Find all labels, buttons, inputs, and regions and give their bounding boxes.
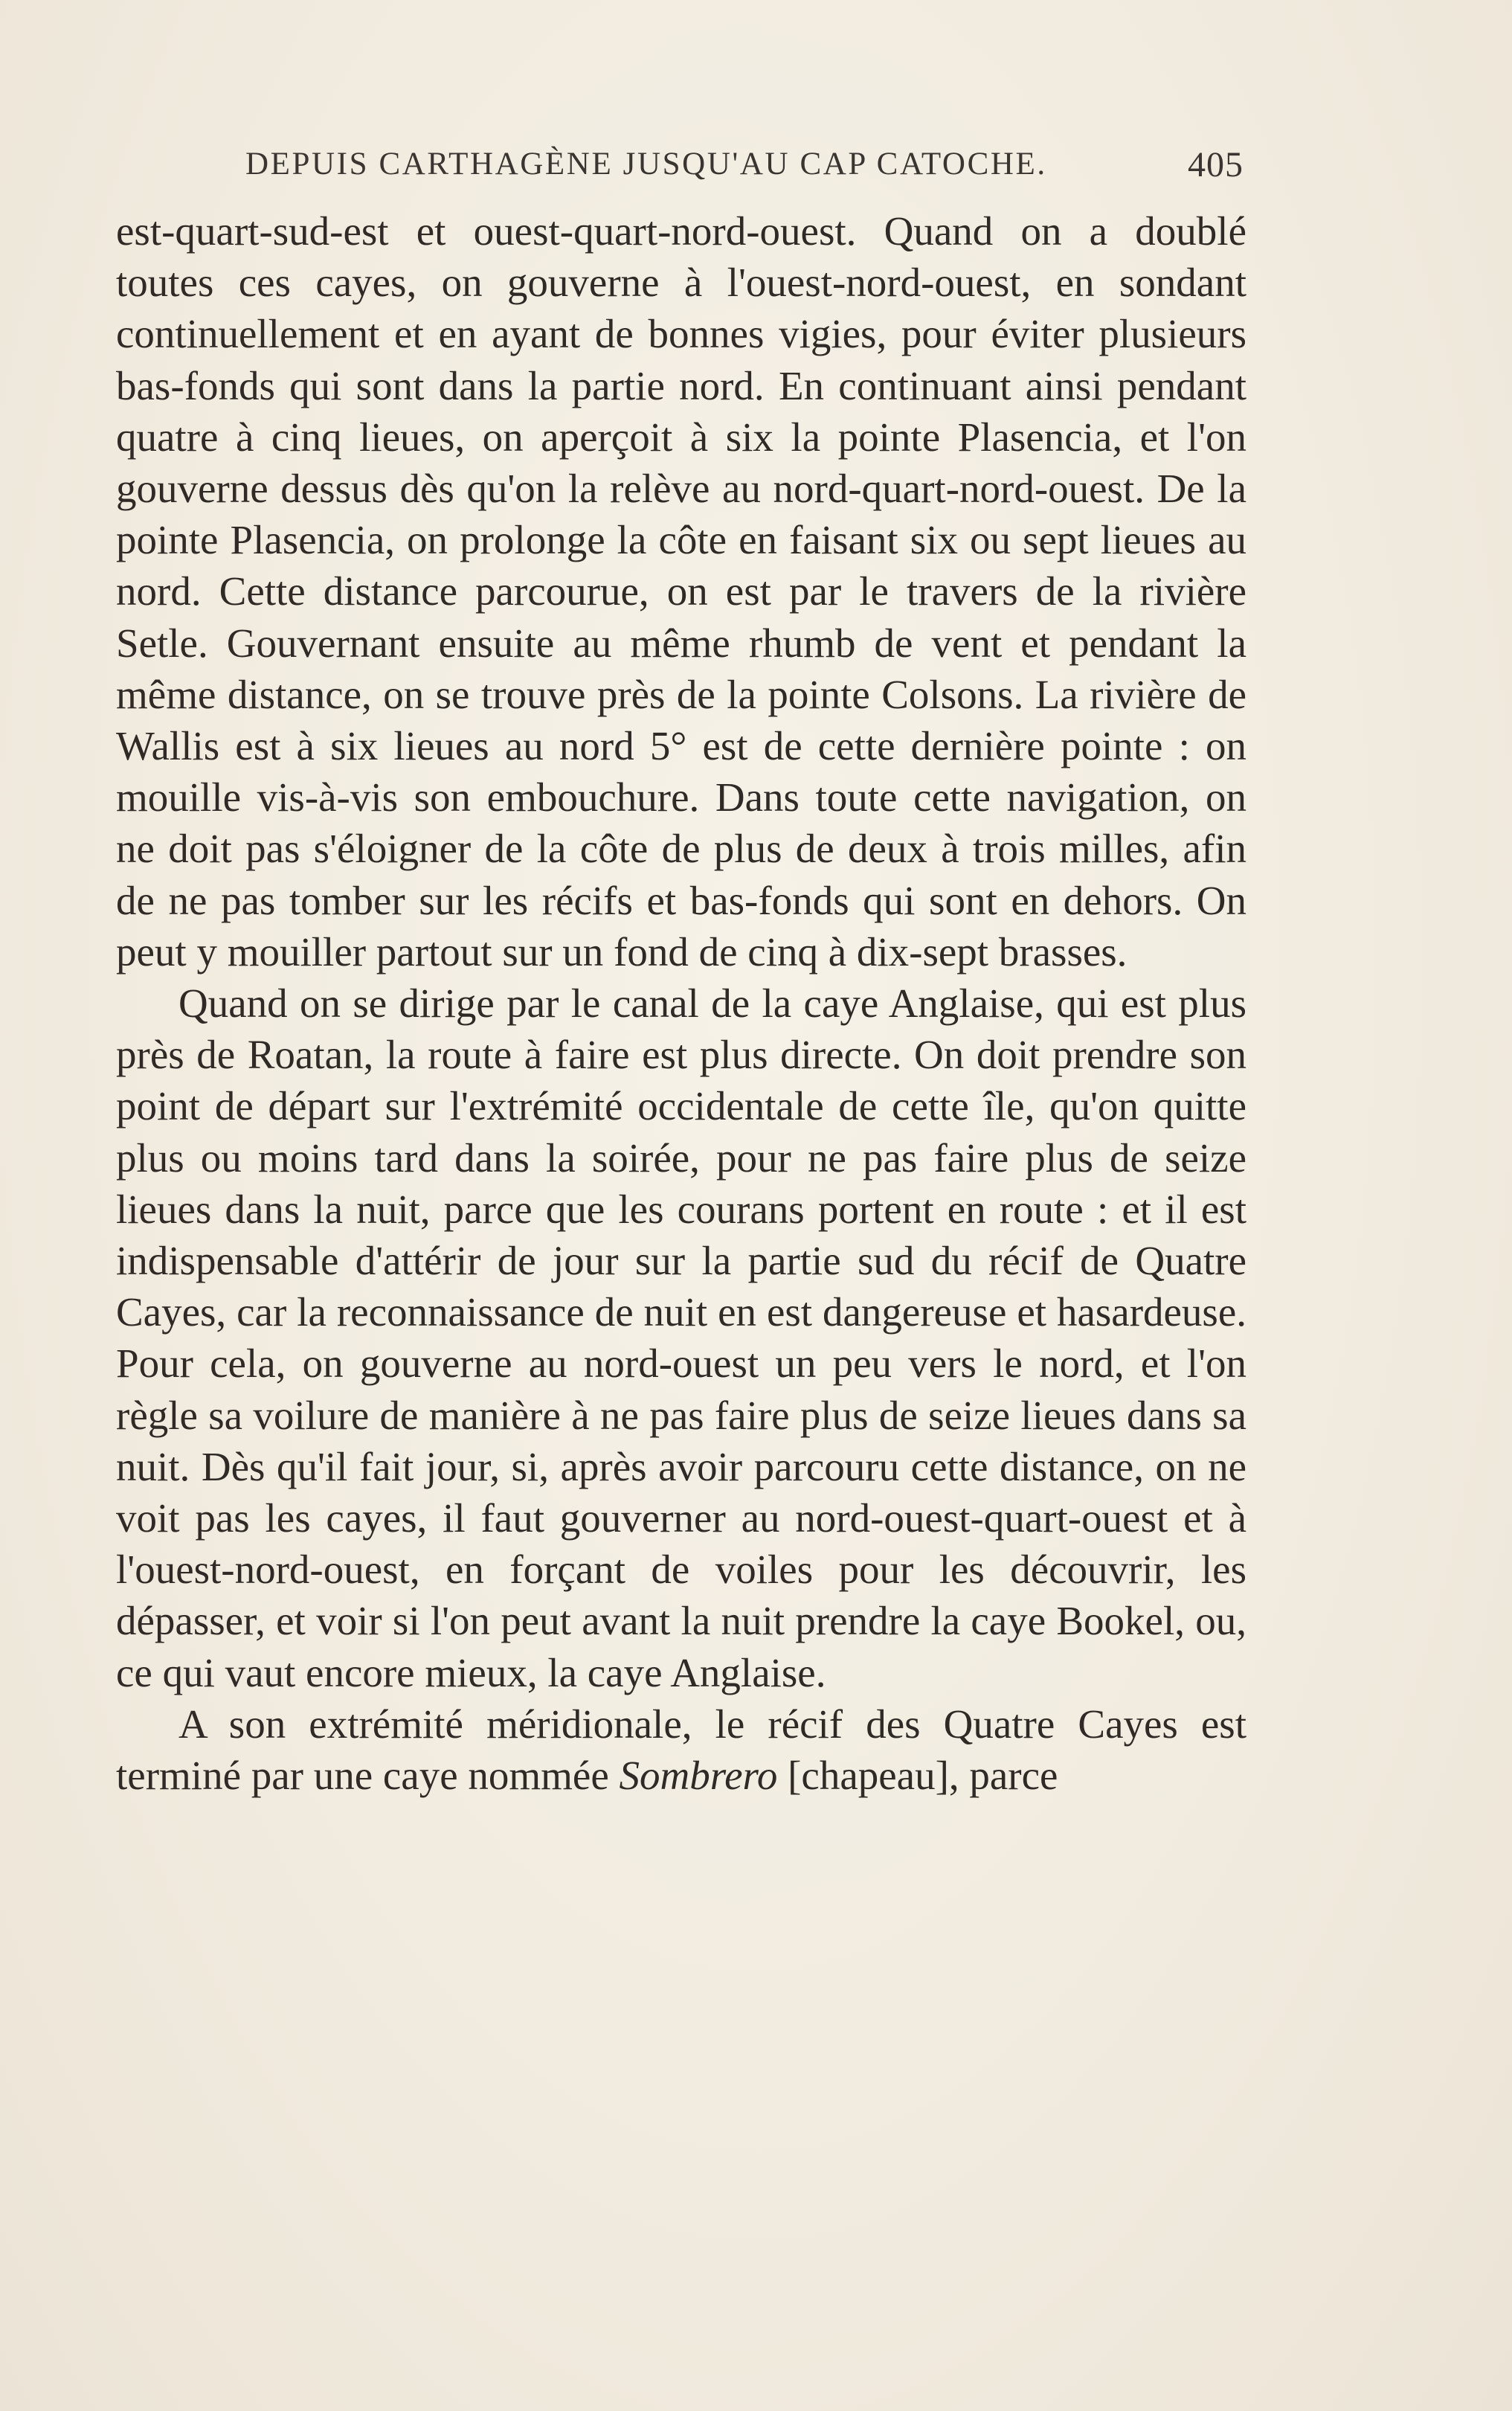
- paragraph-3: [116, 1698, 1246, 1801]
- paragraph-3-text-before: A son extrémité méridionale, le récif des Quatre Cayes est terminé par une caye nommée: [116, 1701, 1246, 1799]
- body-text: [116, 205, 1246, 1801]
- page-header: [245, 146, 1244, 190]
- running-title: DEPUIS CARTHAGÈNE JUSQU'AU CAP CATOCHE.: [245, 147, 1047, 182]
- page-number: 405: [1188, 145, 1244, 184]
- italic-word-sombrero: Sombrero: [619, 1753, 778, 1799]
- paragraph-2: Quand on se dirige par le canal de la caye Anglaise, qui est plus près de Roatan, la route à faire est plus directe. On doit prendre son point de départ sur l'extrémité occidentale de cette île, qu'on quitte plus ou moins tard dans la soirée, pour ne pas faire plus de seize lieues dans la nuit, parce que les courans portent en route : et il est indispensable d'attérir de jour sur la partie sud du récif de Quatre Cayes, car la reconnaissance de nuit en est dangereuse et hasardeuse. Pour cela, on gouverne au nord-ouest un peu vers le nord, et l'on règle sa voilure de manière à ne pas faire plus de seize lieues dans sa nuit. Dès qu'il fait jour, si, après avoir parcouru cette distance, on ne voit pas les cayes, il faut gouverner au nord-ouest-quart-ouest et à l'ouest-nord-ouest, en forçant de voiles pour les découvrir, les dépasser, et voir si l'on peut avant la nuit prendre la caye Bookel, ou, ce qui vaut encore mieux, la caye Anglaise.: [116, 980, 1246, 1695]
- paragraph-3-text-after: [chapeau], parce: [777, 1753, 1058, 1799]
- paragraph-1: est-quart-sud-est et ouest-quart-nord-ouest. Quand on a doublé toutes ces cayes, on gouverne à l'ouest-nord-ouest, en sondant continuellement et en ayant de bonnes vigies, pour éviter plusieurs bas-fonds qui sont dans la partie nord. En continuant ainsi pendant quatre à cinq lieues, on aperçoit à six la pointe Plasencia, et l'on gouverne dessus dès qu'on la relève au nord-quart-nord-ouest. De la pointe Plasencia, on prolonge la côte en faisant six ou sept lieues au nord. Cette distance parcourue, on est par le travers de la rivière Setle. Gouvernant ensuite au même rhumb de vent et pendant la même distance, on se trouve près de la pointe Colsons. La rivière de Wallis est à six lieues au nord 5° est de cette dernière pointe : on mouille vis-à-vis son embouchure. Dans toute cette navigation, on ne doit pas s'éloigner de la côte de plus de deux à trois milles, afin de ne pas tomber sur les récifs et bas-fonds qui sont en dehors. On peut y mouiller partout sur un fond de cinq à dix-sept brasses.: [116, 208, 1246, 975]
